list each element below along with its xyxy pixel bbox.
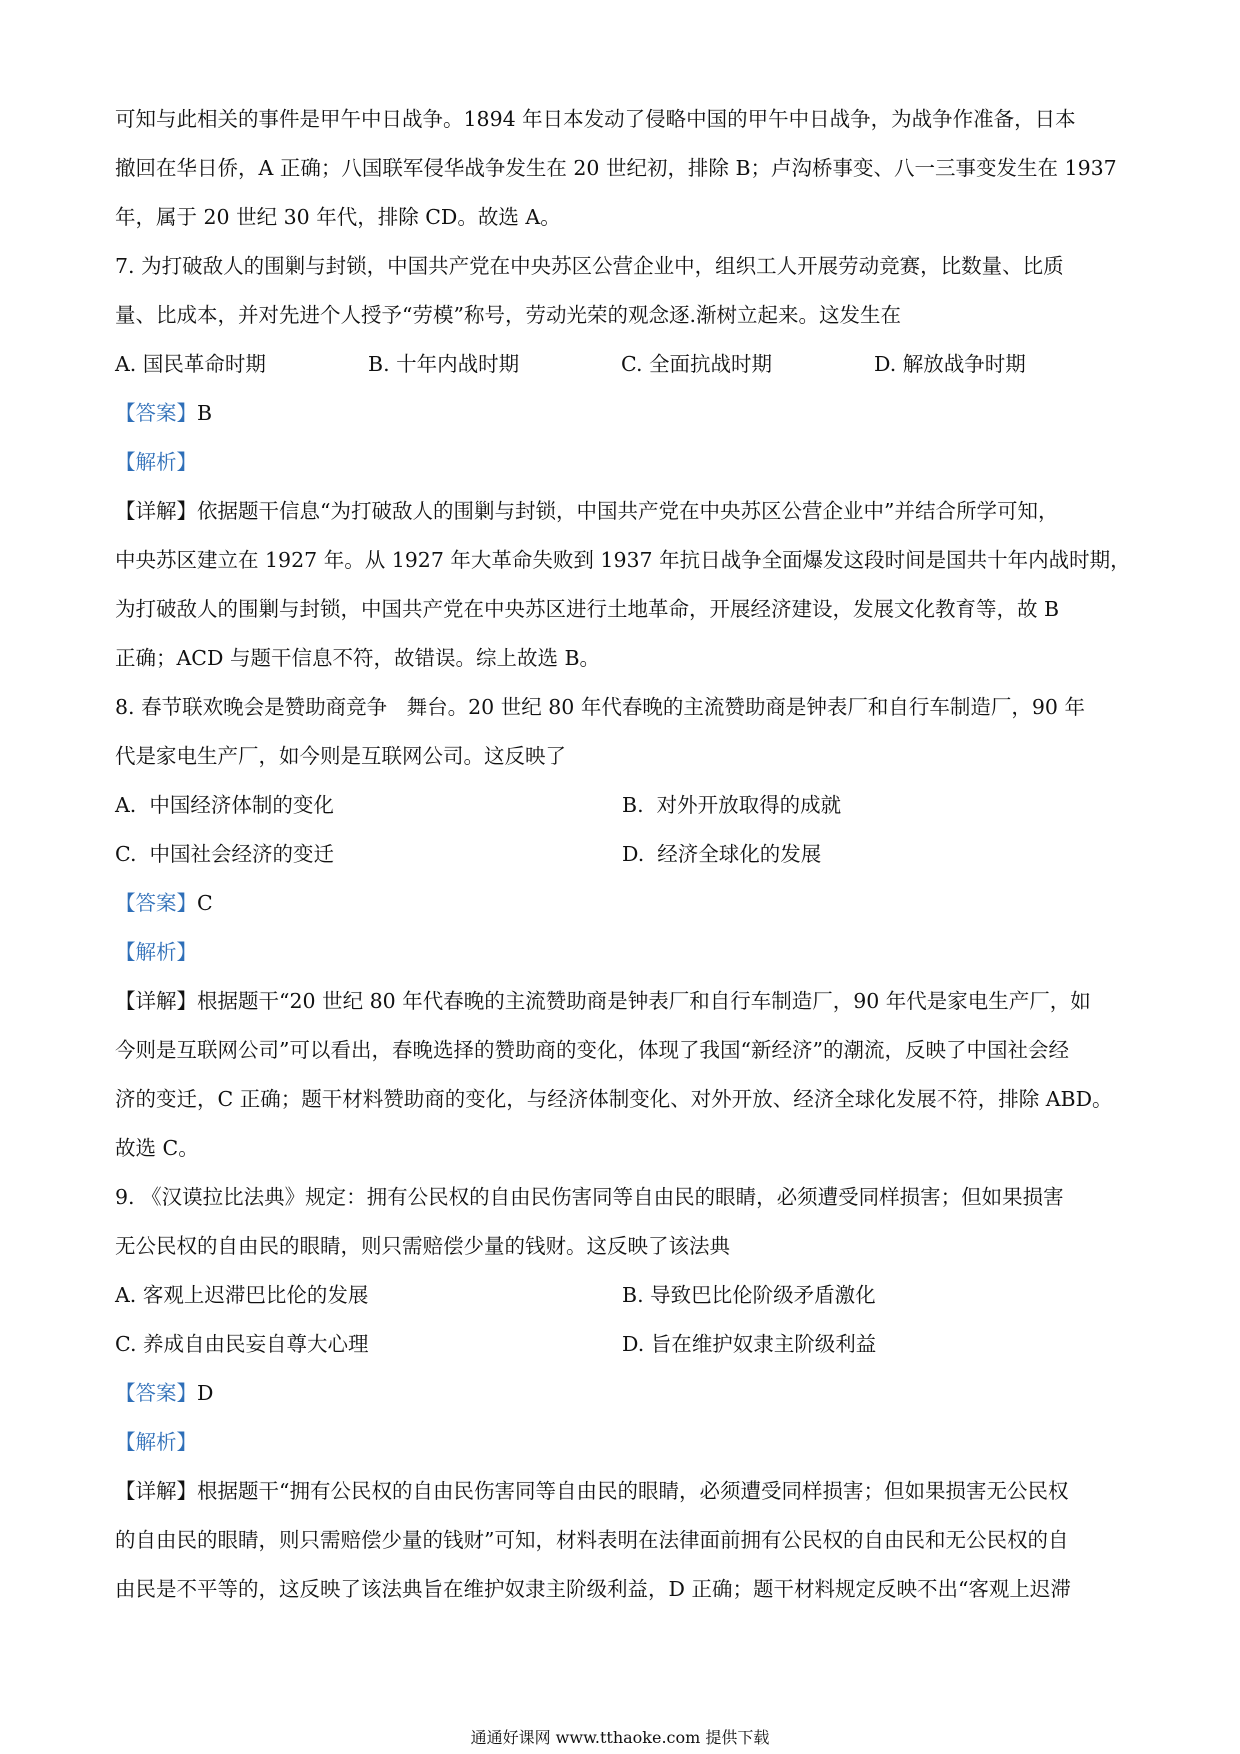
option-b: B. 对外开放取得的成就 — [622, 793, 842, 817]
detail-line — [115, 977, 1130, 1026]
question-8-stem: 8. 春节联欢晚会是赞助商竞争 舞台。20 世纪 80 年代春晚的主流赞助商是钟表厂和自行车制造厂，90 年 — [115, 695, 1085, 719]
detail-text: 根据题干“拥有公民权的自由民伤害同等自由民的眼睛，必须遭受同样损害；但如果损害无公民权 — [197, 1479, 1069, 1503]
detail-tag: 【详解】 — [115, 499, 197, 523]
detail-line — [115, 487, 1130, 536]
option-d: D. 经济全球化的发展 — [622, 842, 822, 866]
text-line: 撤回在华日侨，A 正确；八国联军侵华战争发生在 20 世纪初，排除 B；卢沟桥事变、八一三事变发生在 1937 — [115, 156, 1117, 180]
detail-line: 正确；ACD 与题干信息不符，故错误。综上故选 B。 — [115, 646, 601, 670]
answer-tag: 【答案】 — [115, 1381, 197, 1405]
option-c: C. 全面抗战时期 — [621, 352, 772, 376]
analysis-line — [115, 928, 1130, 977]
question-9-stem: 无公民权的自由民的眼睛，则只需赔偿少量的钱财。这反映了该法典 — [115, 1234, 730, 1258]
option-b: B. 导致巴比伦阶级矛盾激化 — [622, 1283, 876, 1307]
option-d: D. 解放战争时期 — [874, 352, 1026, 376]
option-a: A. 国民革命时期 — [115, 352, 266, 376]
question-7-options — [115, 340, 1130, 389]
answer-line — [115, 1369, 1130, 1418]
question-9-options — [115, 1320, 1130, 1369]
option-c: C. 中国社会经济的变迁 — [115, 842, 335, 866]
detail-tag: 【详解】 — [115, 989, 197, 1013]
text-line: 年，属于 20 世纪 30 年代，排除 CD。故选 A。 — [115, 205, 561, 229]
answer-value: C — [197, 891, 213, 915]
analysis-line — [115, 1418, 1130, 1467]
analysis-tag: 【解析】 — [115, 940, 197, 964]
answer-line — [115, 389, 1130, 438]
detail-line: 今则是互联网公司”可以看出，春晚选择的赞助商的变化，体现了我国“新经济”的潮流，反映了中国社会经 — [115, 1038, 1069, 1062]
option-d: D. 旨在维护奴隶主阶级利益 — [622, 1332, 877, 1356]
detail-line: 中央苏区建立在 1927 年。从 1927 年大革命失败到 1937 年抗日战争全面爆发这段时间是国共十年内战时期， — [115, 548, 1131, 572]
question-7-stem: 量、比成本，并对先进个人授予“劳模”称号，劳动光荣的观念逐.渐树立起来。这发生在 — [115, 303, 901, 327]
detail-line: 的自由民的眼睛，则只需赔偿少量的钱财”可知，材料表明在法律面前拥有公民权的自由民和无公民权的自 — [115, 1528, 1069, 1552]
text-line: 可知与此相关的事件是甲午中日战争。1894 年日本发动了侵略中国的甲午中日战争，为战争作准备，日本 — [115, 107, 1076, 131]
option-b: B. 十年内战时期 — [368, 352, 520, 376]
answer-value: D — [197, 1381, 214, 1405]
question-8-options — [115, 830, 1130, 879]
answer-tag: 【答案】 — [115, 891, 197, 915]
page-footer: 通通好课网 www.tthaoke.com 提供下载 — [470, 1728, 770, 1747]
question-8-stem: 代是家电生产厂，如今则是互联网公司。这反映了 — [115, 744, 566, 768]
question-9-options — [115, 1271, 1130, 1320]
answer-line — [115, 879, 1130, 928]
question-7-stem: 7. 为打破敌人的围剿与封锁，中国共产党在中央苏区公营企业中，组织工人开展劳动竞赛，比数量、比质 — [115, 254, 1064, 278]
answer-value: B — [197, 401, 213, 425]
option-a: A. 中国经济体制的变化 — [115, 793, 334, 817]
option-a: A. 客观上迟滞巴比伦的发展 — [115, 1283, 369, 1307]
detail-line: 由民是不平等的，这反映了该法典旨在维护奴隶主阶级利益，D 正确；题干材料规定反映不出“客观上迟滞 — [115, 1577, 1071, 1601]
detail-line: 故选 C。 — [115, 1136, 199, 1160]
detail-line: 济的变迁，C 正确；题干材料赞助商的变化，与经济体制变化、对外开放、经济全球化发展不符，排除 ABD。 — [115, 1087, 1113, 1111]
answer-tag: 【答案】 — [115, 401, 197, 425]
detail-line — [115, 1467, 1130, 1516]
analysis-line — [115, 438, 1130, 487]
document-page — [115, 95, 1130, 1614]
detail-tag: 【详解】 — [115, 1479, 197, 1503]
analysis-tag: 【解析】 — [115, 450, 197, 474]
detail-line: 为打破敌人的围剿与封锁，中国共产党在中央苏区进行土地革命，开展经济建设，发展文化教育等，故 B — [115, 597, 1060, 621]
question-9-stem: 9. 《汉谟拉比法典》规定：拥有公民权的自由民伤害同等自由民的眼睛，必须遭受同样损害；但如果损害 — [115, 1185, 1064, 1209]
analysis-tag: 【解析】 — [115, 1430, 197, 1454]
question-8-options — [115, 781, 1130, 830]
option-c: C. 养成自由民妄自尊大心理 — [115, 1332, 369, 1356]
detail-text: 依据题干信息“为打破敌人的围剿与封锁，中国共产党在中央苏区公营企业中”并结合所学可知， — [197, 499, 1059, 523]
detail-text: 根据题干“20 世纪 80 年代春晚的主流赞助商是钟表厂和自行车制造厂，90 年代是家电生产厂，如 — [197, 989, 1091, 1013]
